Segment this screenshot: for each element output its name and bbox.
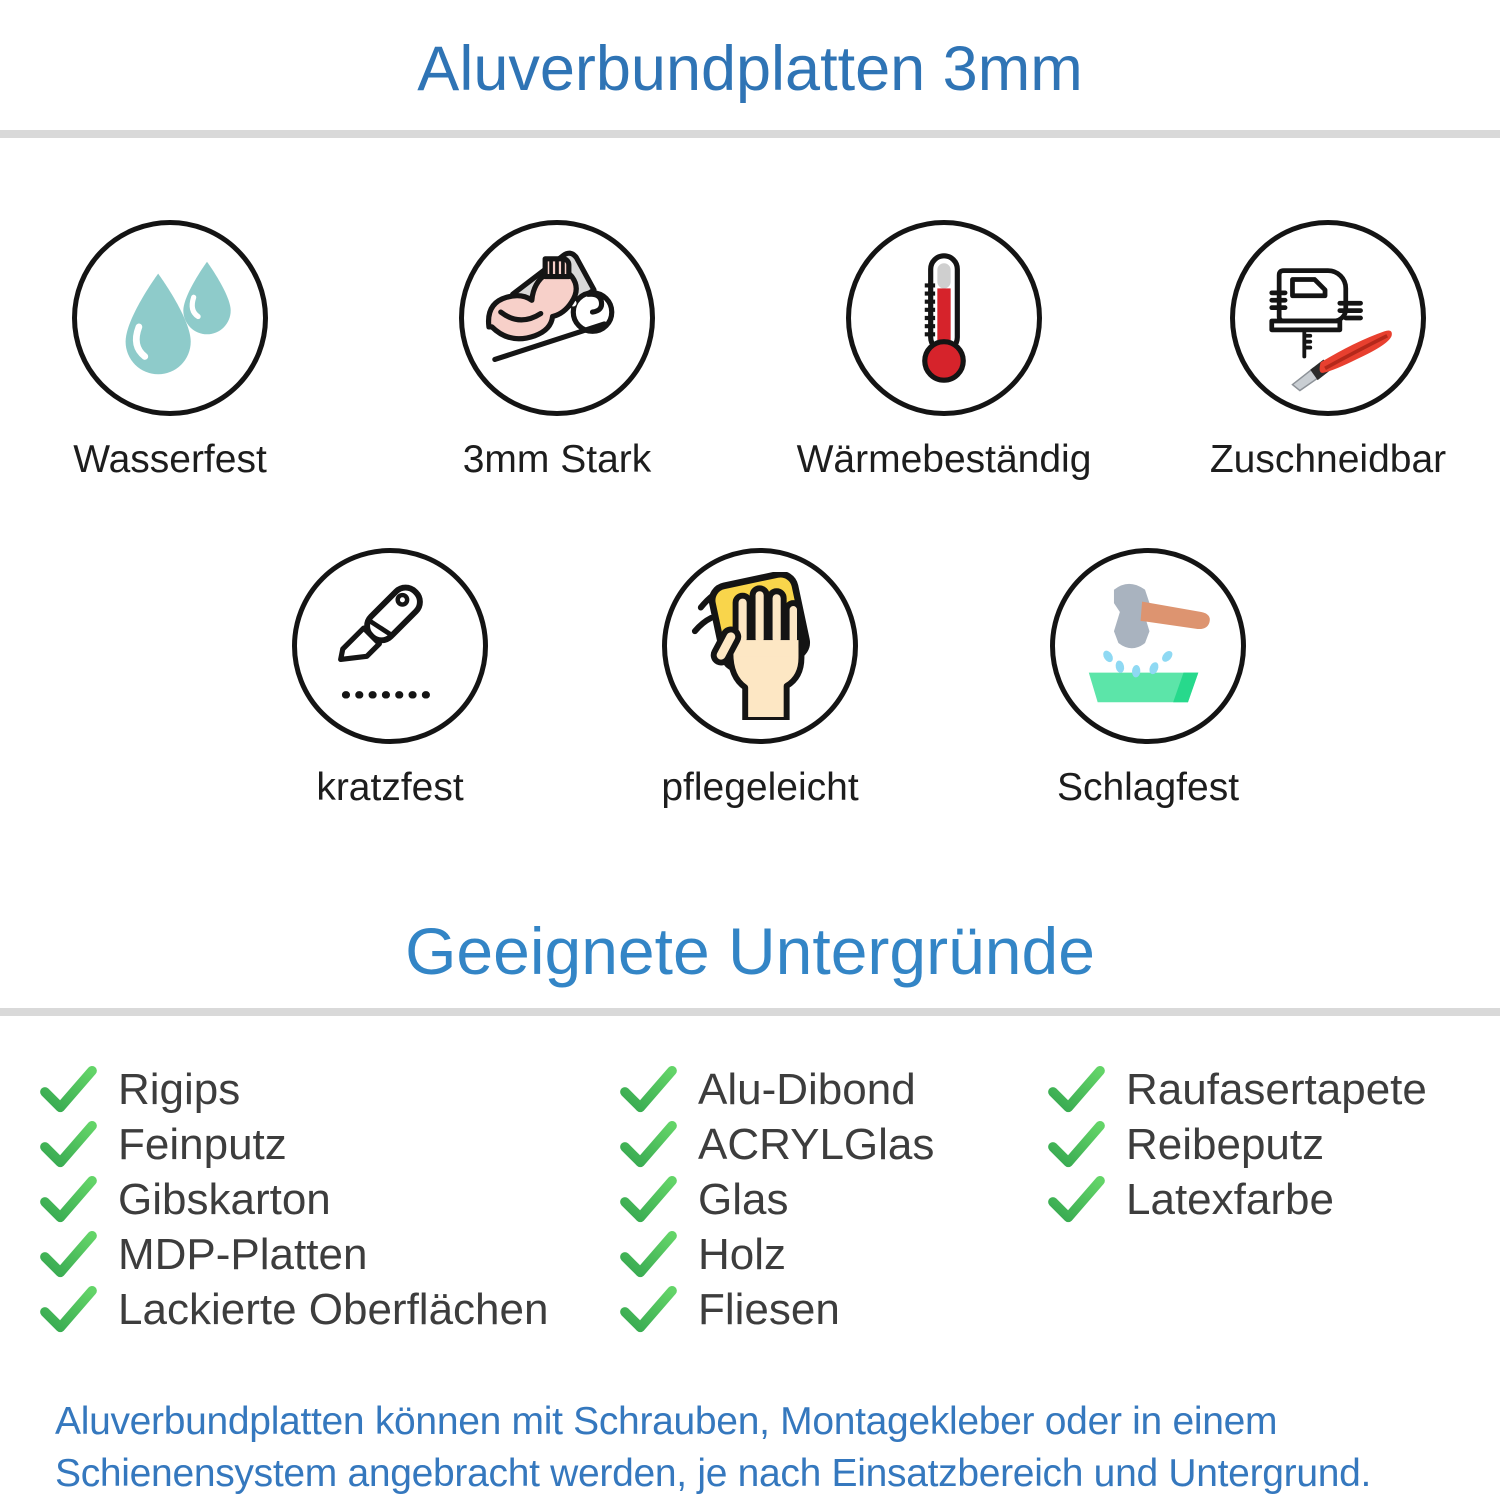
wiping-hand-icon	[686, 572, 834, 720]
list-item	[618, 1282, 1038, 1337]
muscle-arm-icon	[483, 244, 631, 392]
feature-label: kratzfest	[316, 766, 464, 809]
feature-circle	[662, 548, 858, 744]
checkmark-icon	[618, 1065, 678, 1115]
checkmark-icon	[38, 1230, 98, 1280]
checkmark-icon	[1046, 1120, 1106, 1170]
thermometer-icon	[870, 244, 1018, 392]
list-item	[38, 1062, 613, 1117]
feature-label: 3mm Stark	[462, 438, 652, 481]
checkmark-icon	[618, 1285, 678, 1335]
list-item	[618, 1117, 1038, 1172]
feature-schlagfest	[958, 548, 1338, 812]
list-item	[38, 1172, 613, 1227]
checkmark-icon	[618, 1120, 678, 1170]
feature-circle	[72, 220, 268, 416]
hammer-icon	[1074, 572, 1222, 720]
list-item	[1046, 1172, 1496, 1227]
feature-3mm-stark	[367, 220, 747, 484]
feature-circle	[459, 220, 655, 416]
feature-waermebestaendig	[754, 220, 1134, 484]
substrate-label: Latexfarbe	[1126, 1174, 1334, 1224]
checkmark-icon	[38, 1065, 98, 1115]
list-item	[38, 1227, 613, 1282]
list-item	[618, 1227, 1038, 1282]
feature-circle	[1050, 548, 1246, 744]
checkmark-icon	[618, 1230, 678, 1280]
feature-circle	[846, 220, 1042, 416]
feature-zuschneidbar	[1138, 220, 1500, 484]
substrates-column-3	[1046, 1062, 1496, 1227]
substrate-label: Glas	[698, 1174, 789, 1224]
substrate-label: Fliesen	[698, 1284, 840, 1334]
cutter-knife-icon	[316, 572, 464, 720]
jigsaw-icon	[1254, 244, 1402, 392]
list-item	[618, 1172, 1038, 1227]
checkmark-icon	[1046, 1175, 1106, 1225]
mounting-note-line2: Schienensystem angebracht werden, je nach Einsatzbereich und Untergrund.	[55, 1452, 1372, 1495]
substrates-column-2	[618, 1062, 1038, 1337]
substrate-label: Alu-Dibond	[698, 1064, 916, 1114]
substrate-label: Rigips	[118, 1064, 241, 1114]
feature-label: Wärmebeständig	[796, 438, 1092, 481]
feature-label: Zuschneidbar	[1209, 438, 1447, 481]
list-item	[618, 1062, 1038, 1117]
checkmark-icon	[38, 1175, 98, 1225]
water-drops-icon	[96, 244, 244, 392]
mounting-note-line1: Aluverbundplatten können mit Schrauben, Montagekleber oder in einem	[55, 1400, 1278, 1443]
divider	[0, 1008, 1500, 1016]
checkmark-icon	[1046, 1065, 1106, 1115]
page-title: Aluverbundplatten 3mm	[417, 34, 1083, 104]
feature-kratzfest	[200, 548, 580, 812]
divider	[0, 130, 1500, 138]
substrates-column-1	[38, 1062, 613, 1337]
feature-wasserfest	[0, 220, 360, 484]
feature-circle	[1230, 220, 1426, 416]
substrate-label: Lackierte Oberflächen	[118, 1284, 549, 1334]
checkmark-icon	[38, 1285, 98, 1335]
substrate-label: MDP-Platten	[118, 1229, 368, 1279]
substrate-label: Holz	[698, 1229, 787, 1279]
list-item	[38, 1282, 613, 1337]
substrate-label: Raufasertapete	[1126, 1064, 1427, 1114]
feature-label: pflegeleicht	[661, 766, 859, 809]
checkmark-icon	[38, 1120, 98, 1170]
feature-circle	[292, 548, 488, 744]
substrate-label: Reibeputz	[1126, 1119, 1325, 1169]
substrate-label: ACRYLGlas	[698, 1119, 935, 1169]
substrate-label: Feinputz	[118, 1119, 287, 1169]
substrate-label: Gibskarton	[118, 1174, 331, 1224]
mounting-note	[55, 1396, 1475, 1500]
feature-pflegeleicht	[570, 548, 950, 812]
list-item	[1046, 1117, 1496, 1172]
checkmark-icon	[618, 1175, 678, 1225]
list-item	[38, 1117, 613, 1172]
substrates-title: Geeignete Untergründe	[405, 914, 1095, 988]
feature-label: Wasserfest	[73, 438, 267, 481]
feature-label: Schlagfest	[1056, 766, 1240, 809]
list-item	[1046, 1062, 1496, 1117]
